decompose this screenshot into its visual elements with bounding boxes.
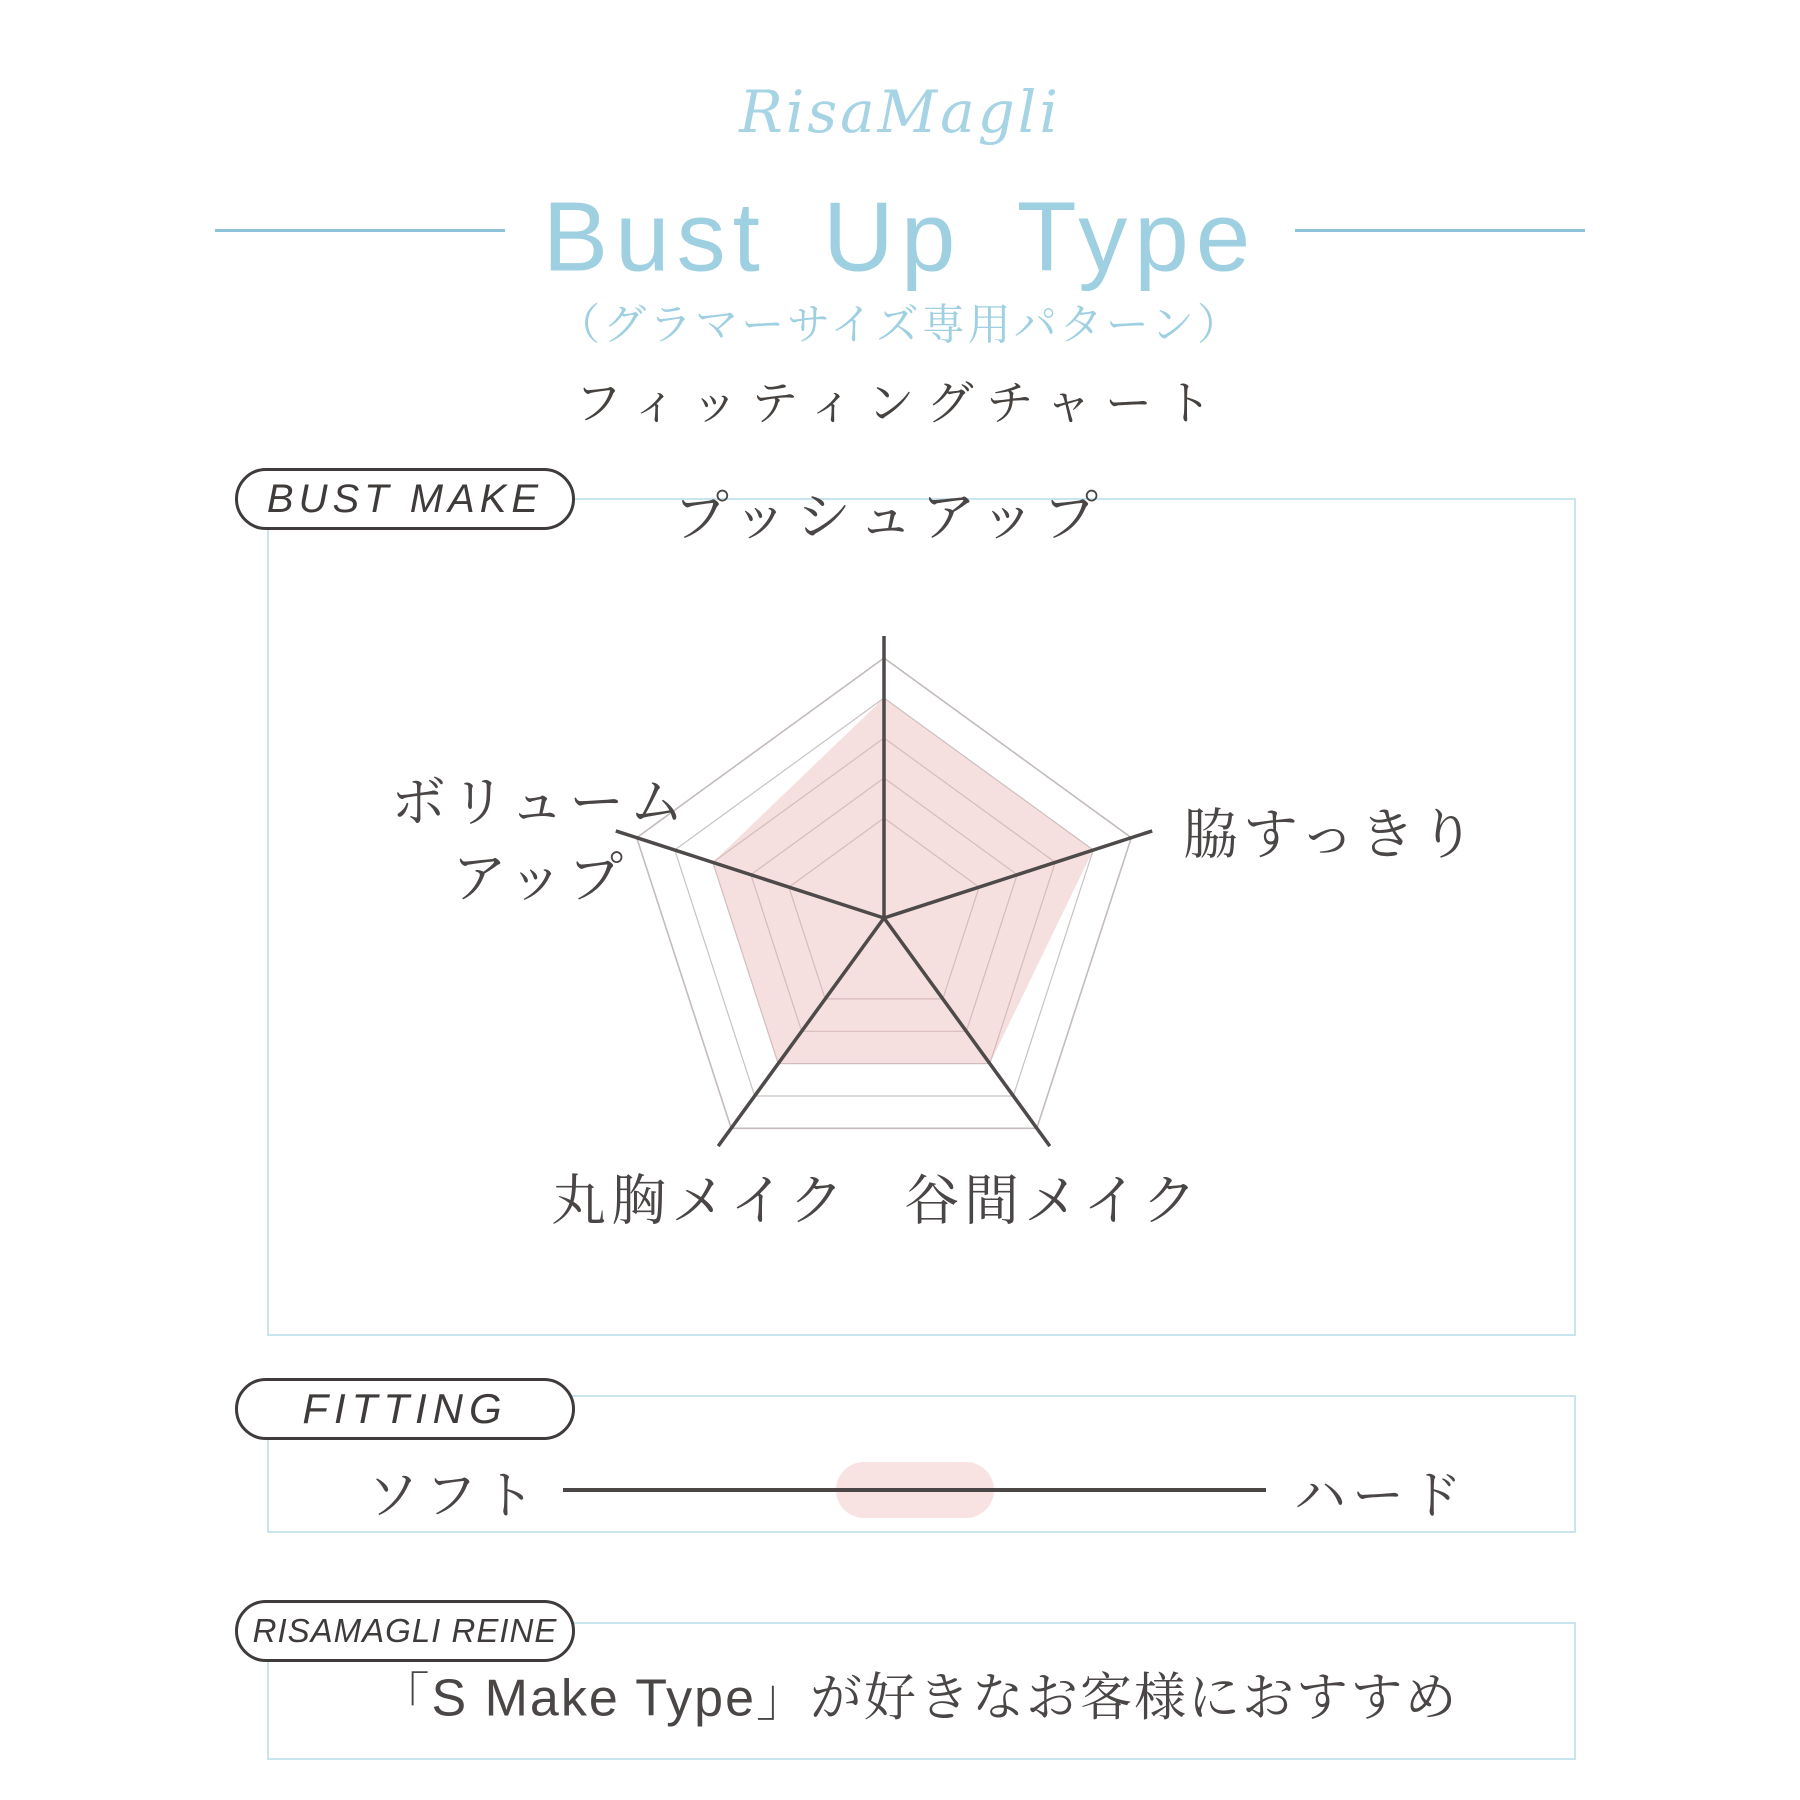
radar-axis-label-waki-sukkiri: 脇すっきり xyxy=(1183,803,1480,866)
radar-axis-label-push-up: プッシュアップ xyxy=(673,485,1107,548)
radar-axis-label-marumune-make: 丸胸メイク xyxy=(551,1169,849,1232)
reine-section-label xyxy=(235,1600,575,1662)
reine-label-text: RISAMAGLI REINE xyxy=(252,1612,558,1649)
title-rule-right xyxy=(1295,229,1585,232)
page-title: Bust Up Type xyxy=(542,181,1258,292)
page-subtitle: （グラマーサイズ専用パターン） xyxy=(557,301,1243,350)
radar-axis-label-tanima-make: 谷間メイク xyxy=(904,1169,1202,1232)
fitting-scale-line xyxy=(563,1488,1266,1492)
volume-up-line1: ボリューム xyxy=(390,771,690,833)
bust-make-label-text: BUST MAKE xyxy=(266,476,544,521)
brand-logo: RisaMagli xyxy=(739,78,1061,146)
fitting-chart-heading: フィッティングチャート xyxy=(574,376,1226,430)
fitting-soft-label: ソフト xyxy=(366,1467,542,1526)
recommend-text: 「S Make Type」が好きなお客様におすすめ xyxy=(377,1669,1459,1728)
title-rule-left xyxy=(215,229,505,232)
fitting-section-label xyxy=(235,1378,575,1440)
volume-up-line2: アップ xyxy=(451,847,629,909)
bust-make-section-label xyxy=(235,468,575,530)
fitting-label-text: FITTING xyxy=(302,1385,508,1432)
radar-axis-label-volume-up xyxy=(391,764,689,916)
fitting-hard-label: ハード xyxy=(1293,1467,1469,1526)
